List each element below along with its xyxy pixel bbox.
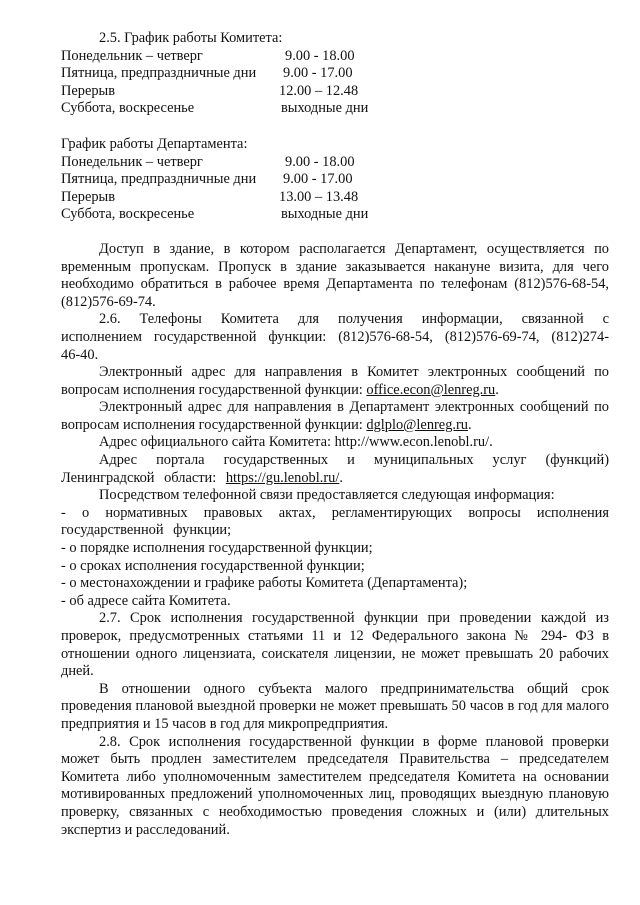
schedule-hours: 9.00 - 18.00 (285, 153, 355, 170)
schedule-hours: 9.00 - 17.00 (283, 65, 353, 82)
spacer (61, 118, 609, 136)
schedule-row (61, 171, 609, 189)
portal-paragraph (61, 452, 609, 487)
schedule-day-label: Понедельник – четверг (61, 153, 203, 170)
schedule-day-label: Пятница, предпраздничные дни (61, 171, 257, 188)
website-paragraph: Адрес официального сайта Комитета: http://www.econ.lenobl.ru/. (99, 434, 493, 451)
phones-paragraph: 2.6. Телефоны Комитета для получения информации, связанной с исполнением государственной функции: (812)576-68-54, (812)576-69-74, (812)274-46-40. (61, 311, 609, 363)
committee-email-text: Электронный адрес для направления в Комитет электронных сообщений по вопросам исполнения государственной функции: (61, 364, 609, 398)
schedule-hours: 9.00 - 17.00 (283, 171, 353, 188)
department-email-link[interactable]: dglplo@lenreg.ru (366, 416, 468, 433)
phone-info-intro: Посредством телефонной связи предоставляется следующая информация: (99, 487, 555, 504)
small-business-paragraph: В отношении одного субъекта малого предпринимательства общий срок проведения плановой выездной проверки не может превышать 50 часов в год для малого предприятия и 15 часов в год для микропредприятия. (61, 680, 609, 732)
schedule-row (61, 154, 609, 172)
schedule-hours: выходные дни (281, 100, 369, 117)
department-email-paragraph (61, 399, 609, 434)
portal-link[interactable]: https://gu.lenobl.ru/ (225, 469, 340, 486)
phone-info-item: - о сроках исполнения государственной функции; (61, 557, 365, 574)
schedule-hours: 13.00 – 13.48 (279, 188, 359, 205)
portal-text: Адрес портала государственных и муниципальных услуг (функций) Ленинградской области: (61, 452, 609, 486)
schedule-day-label: Перерыв (61, 188, 116, 205)
extension-paragraph: 2.8. Срок исполнения государственной функции в форме плановой проверки может быть продлен заместителем председателя Правительства – председателем Комитета либо уполномоченным заместителем председателя Комитета на основании мотивированных предложений уполномоченных лиц, проводящих выездную плановую проверку, связанных с необходимостью проведения сложных и (или) длительных экспертиз и расследований. (61, 733, 609, 838)
schedule-row (61, 83, 609, 101)
access-paragraph: Доступ в здание, в котором располагается Департамент, осуществляется по временным пропускам. Пропуск в здание заказывается накануне визита, для чего необходимо обратиться в рабочее время Департамента по телефонам (812)576-68-54, (812)576-69-74. (61, 240, 609, 310)
phone-info-item: - о порядке исполнения государственной функции; (61, 540, 373, 557)
department-email-tail: . (467, 416, 472, 433)
schedule-day-label: Суббота, воскресенье (61, 100, 195, 117)
phone-info-item: - о нормативных правовых актах, регламентирующих вопросы исполнения государственной функции; (61, 504, 609, 539)
committee-email-tail: . (495, 381, 499, 398)
department-email-text: Электронный адрес для направления в Департамент электронных сообщений по вопросам исполнения государственной функции: (61, 399, 609, 433)
schedule-row (61, 206, 609, 224)
schedule-hours: 9.00 - 18.00 (285, 47, 355, 64)
committee-email-paragraph (61, 364, 609, 399)
committee-schedule-heading: 2.5. График работы Комитета: (99, 30, 283, 46)
department-schedule-heading: График работы Департамента: (61, 135, 248, 152)
phone-info-item: - о местонахождении и графике работы Комитета (Департамента); (61, 575, 468, 592)
schedule-day-label: Понедельник – четверг (61, 47, 203, 64)
schedule-day-label: Перерыв (61, 82, 116, 99)
portal-tail: . (339, 469, 343, 486)
phone-info-item: - об адресе сайта Комитета. (61, 592, 231, 609)
schedule-row (61, 189, 609, 207)
schedule-row (61, 100, 609, 118)
document-body (61, 30, 609, 839)
schedule-row (61, 65, 609, 83)
schedule-hours: выходные дни (281, 206, 369, 223)
committee-email-link[interactable]: office.econ@lenreg.ru (366, 381, 496, 398)
term-paragraph: 2.7. Срок исполнения государственной функции при проведении каждой из проверок, предусмотренных статьями 11 и 12 Федерального закона № 294- ФЗ в отношении одного лицензиата, соискателя лицензии, не может превышать 20 рабочих дней. (61, 610, 609, 680)
spacer (61, 224, 609, 241)
schedule-day-label: Пятница, предпраздничные дни (61, 65, 257, 82)
schedule-day-label: Суббота, воскресенье (61, 206, 195, 223)
schedule-hours: 12.00 – 12.48 (279, 82, 359, 99)
schedule-row (61, 48, 609, 66)
